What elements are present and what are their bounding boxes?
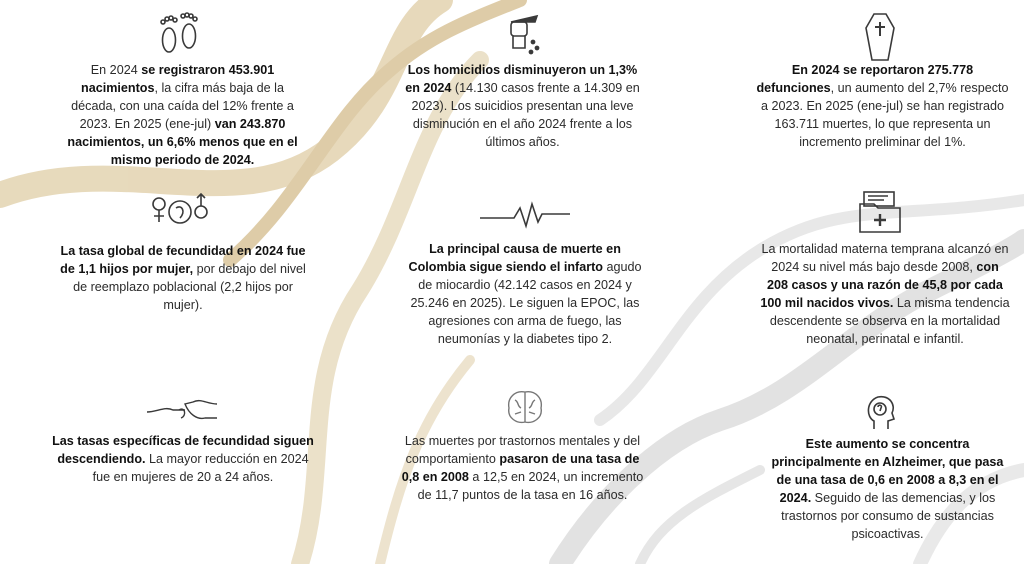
fertility-rate-stat: La tasa global de fecundidad en 2024 fue de 1,1 hijos por mujer, por debajo del nivel de reemplazo poblacional (2,2 hijos por mujer).	[60, 244, 306, 312]
hand-knife-icon	[497, 12, 545, 58]
hands-icon	[145, 390, 219, 426]
grey-stroke	[640, 470, 760, 564]
deaths-stat: En 2024 se reportaron 275.778 defunciones, un aumento del 2,7% respecto a 2023. En 2025 (ene-jul) se han registrado 163.711 muertes, lo que representa un incremento preliminar del 1%.	[756, 63, 1009, 149]
specific-fertility-stat: Las tasas específicas de fecundidad siguen descendiendo. La mayor reducción en 2024 fue en mujeres de 20 a 24 años.	[52, 434, 314, 484]
brain-icon	[505, 388, 545, 426]
homicides-stat: Los homicidios disminuyeron un 1,3% en 2024 (14.130 casos frente a 14.309 en 2023). Los suicidios presentan una leve disminución en el año 2024 frente a los últimos años.	[405, 63, 640, 149]
alzheimer-stat: Este aumento se concentra principalmente en Alzheimer, que pasa de una tasa de 0,6 en 2008 a 8,3 en el 2024. Seguido de las demencias, y los trastornos por consumo de sustancias psicoactivas.	[771, 437, 1004, 541]
main-cause-of-death-stat: La principal causa de muerte en Colombia sigue siendo el infarto agudo de miocardio (42.142 casos en 2024 y 25.246 en 2025). Le siguen la EPOC, las agresiones con arma de fuego, las neumonías y la diabetes tipo 2.	[408, 242, 642, 346]
heartbeat-icon	[480, 200, 570, 230]
coffin-icon	[862, 12, 898, 62]
births-stat: En 2024 se registraron 453.901 nacimientos, la cifra más baja de la década, con una caída del 12% frente a 2023. En 2025 (ene-jul) van 243.870 nacimientos, un 6,6% menos que en el mismo periodo de 2024.	[67, 63, 298, 167]
maternal-mortality-stat: La mortalidad materna temprana alcanzó en 2024 su nivel más bajo desde 2008, con 208 casos y una razón de 45,8 por cada 100 mil nacidos vivos. La misma tendencia descendente se observa en la mortalidad neonatal, perinatal e infantil.	[760, 242, 1010, 346]
head-question-icon	[862, 393, 898, 431]
mental-disorders-stat: Las muertes por trastornos mentales y del comportamiento pasaron de una tasa de 0,8 en 2008 a 12,5 en 2024, un incremento de 11,7 puntos de la tasa en 16 años.	[401, 434, 644, 502]
baby-footprints-icon	[155, 12, 203, 58]
medical-folder-icon	[858, 190, 904, 234]
gender-fetus-icon	[150, 190, 210, 234]
